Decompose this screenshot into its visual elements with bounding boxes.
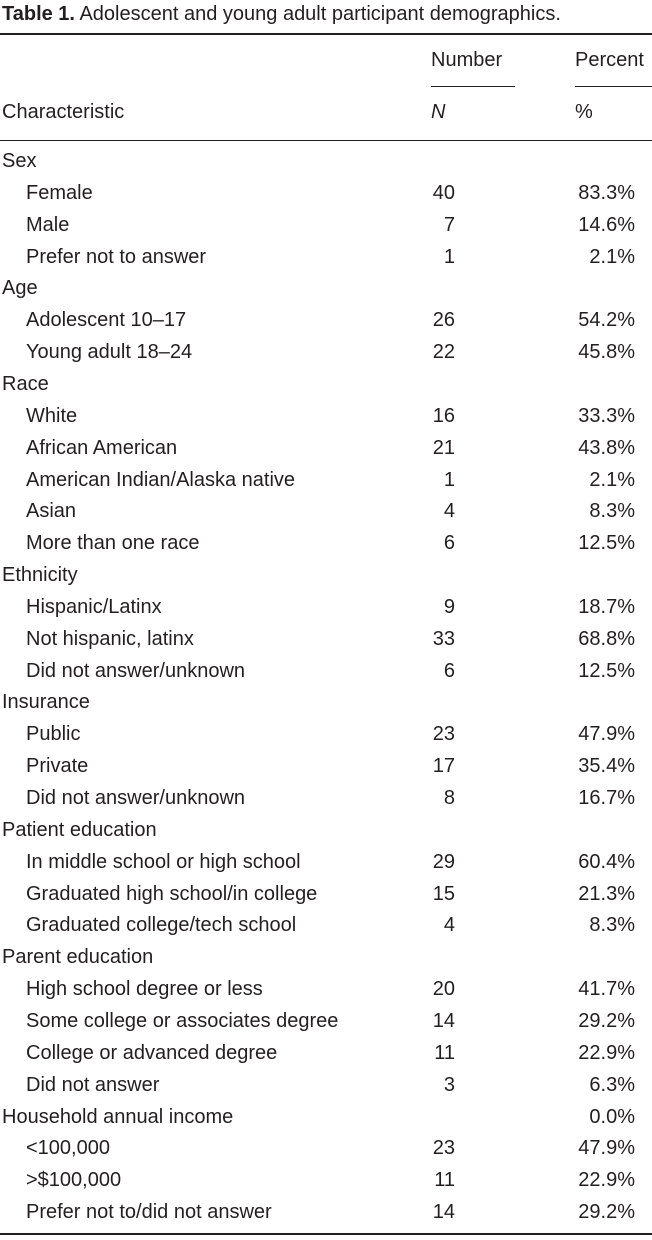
row-count: 11 bbox=[434, 1169, 455, 1191]
row-count: 6 bbox=[443, 532, 455, 554]
row-percent: 45.8% bbox=[578, 341, 635, 363]
table-group-row bbox=[0, 1101, 652, 1133]
header-rule bbox=[0, 140, 652, 141]
row-percent: 6.3% bbox=[589, 1074, 635, 1096]
row-percent: 16.7% bbox=[578, 787, 635, 809]
percent-subheader: % bbox=[575, 101, 593, 123]
percent-column-header: Percent bbox=[575, 49, 644, 71]
row-label: Male bbox=[26, 214, 70, 236]
table-row bbox=[0, 846, 652, 878]
row-percent: 83.3% bbox=[578, 182, 635, 204]
table-row bbox=[0, 909, 652, 941]
row-count: 11 bbox=[434, 1042, 455, 1064]
row-count: 7 bbox=[443, 214, 455, 236]
table-row bbox=[0, 400, 652, 432]
table-row bbox=[0, 209, 652, 241]
row-count: 9 bbox=[443, 596, 455, 618]
row-count: 20 bbox=[432, 978, 455, 1000]
row-label: Female bbox=[26, 182, 93, 204]
row-label: Hispanic/Latinx bbox=[26, 596, 162, 618]
row-label: Prefer not to/did not answer bbox=[26, 1201, 272, 1223]
row-label: American Indian/Alaska native bbox=[26, 469, 296, 491]
row-percent: 22.9% bbox=[578, 1169, 635, 1191]
group-label: Patient education bbox=[2, 819, 157, 841]
table-row bbox=[0, 177, 652, 209]
table-group-row bbox=[0, 686, 652, 718]
row-percent: 54.2% bbox=[578, 309, 635, 331]
row-count: 16 bbox=[432, 405, 455, 427]
table-row bbox=[0, 241, 652, 273]
row-label: White bbox=[26, 405, 78, 427]
row-count: 1 bbox=[443, 246, 455, 268]
group-label: Sex bbox=[2, 150, 37, 172]
row-label: Adolescent 10–17 bbox=[26, 309, 187, 331]
row-label: More than one race bbox=[26, 532, 200, 554]
group-percent: 0.0% bbox=[589, 1106, 635, 1128]
percent-header-underline bbox=[575, 86, 652, 87]
row-label: Did not answer bbox=[26, 1074, 160, 1096]
table-row bbox=[0, 495, 652, 527]
table-caption bbox=[2, 0, 561, 28]
group-label: Parent education bbox=[2, 946, 154, 968]
row-count: 1 bbox=[443, 469, 455, 491]
table-row bbox=[0, 1196, 652, 1228]
row-label: In middle school or high school bbox=[26, 851, 301, 873]
row-label: Private bbox=[26, 755, 89, 777]
table-row bbox=[0, 1005, 652, 1037]
row-percent: 60.4% bbox=[578, 851, 635, 873]
row-percent: 43.8% bbox=[578, 437, 635, 459]
table-caption-label: Table 1. bbox=[2, 3, 75, 25]
row-percent: 18.7% bbox=[578, 596, 635, 618]
table-row bbox=[0, 1164, 652, 1196]
table-group-row bbox=[0, 145, 652, 177]
table-group-row bbox=[0, 559, 652, 591]
table-row bbox=[0, 527, 652, 559]
row-percent: 41.7% bbox=[578, 978, 635, 1000]
table-row bbox=[0, 718, 652, 750]
row-percent: 47.9% bbox=[578, 723, 635, 745]
row-label: Public bbox=[26, 723, 81, 745]
row-label: <100,000 bbox=[26, 1137, 110, 1159]
row-count: 22 bbox=[432, 341, 455, 363]
row-count: 40 bbox=[432, 182, 455, 204]
row-percent: 29.2% bbox=[578, 1201, 635, 1223]
table-row bbox=[0, 304, 652, 336]
row-label: >$100,000 bbox=[26, 1169, 122, 1191]
row-count: 4 bbox=[443, 914, 455, 936]
row-label: Did not answer/unknown bbox=[26, 660, 246, 682]
row-label: Asian bbox=[26, 500, 77, 522]
row-percent: 29.2% bbox=[578, 1010, 635, 1032]
row-count: 4 bbox=[443, 500, 455, 522]
table-row bbox=[0, 750, 652, 782]
row-percent: 21.3% bbox=[578, 883, 635, 905]
table-row bbox=[0, 973, 652, 1005]
table-row bbox=[0, 432, 652, 464]
row-count: 23 bbox=[432, 723, 455, 745]
row-label: High school degree or less bbox=[26, 978, 263, 1000]
row-count: 3 bbox=[443, 1074, 455, 1096]
row-count: 6 bbox=[443, 660, 455, 682]
row-count: 33 bbox=[432, 628, 455, 650]
table-row bbox=[0, 782, 652, 814]
table-row bbox=[0, 623, 652, 655]
number-column-header: Number bbox=[431, 49, 503, 71]
row-count: 23 bbox=[432, 1137, 455, 1159]
row-label: College or advanced degree bbox=[26, 1042, 278, 1064]
table-group-row bbox=[0, 368, 652, 400]
group-label: Household annual income bbox=[2, 1106, 234, 1128]
row-percent: 47.9% bbox=[578, 1137, 635, 1159]
row-label: Did not answer/unknown bbox=[26, 787, 246, 809]
row-percent: 68.8% bbox=[578, 628, 635, 650]
row-count: 29 bbox=[432, 851, 455, 873]
row-percent: 12.5% bbox=[578, 532, 635, 554]
row-count: 15 bbox=[432, 883, 455, 905]
table-row bbox=[0, 878, 652, 910]
group-label: Age bbox=[2, 277, 38, 299]
row-percent: 2.1% bbox=[589, 246, 635, 268]
row-percent: 12.5% bbox=[578, 660, 635, 682]
group-label: Race bbox=[2, 373, 49, 395]
row-percent: 33.3% bbox=[578, 405, 635, 427]
row-percent: 14.6% bbox=[578, 214, 635, 236]
row-label: Prefer not to answer bbox=[26, 246, 207, 268]
table-group-row bbox=[0, 941, 652, 973]
row-percent: 35.4% bbox=[578, 755, 635, 777]
number-header-underline bbox=[431, 86, 515, 87]
row-count: 8 bbox=[443, 787, 455, 809]
bottom-rule bbox=[0, 1233, 652, 1235]
row-percent: 2.1% bbox=[589, 469, 635, 491]
row-percent: 8.3% bbox=[589, 914, 635, 936]
table-row bbox=[0, 1037, 652, 1069]
group-label: Ethnicity bbox=[2, 564, 78, 586]
row-count: 14 bbox=[432, 1010, 455, 1032]
table-row bbox=[0, 591, 652, 623]
table-row bbox=[0, 655, 652, 687]
table-group-row bbox=[0, 814, 652, 846]
row-label: Graduated college/tech school bbox=[26, 914, 297, 936]
table-row bbox=[0, 1132, 652, 1164]
row-percent: 8.3% bbox=[589, 500, 635, 522]
table-row bbox=[0, 336, 652, 368]
top-rule bbox=[0, 33, 652, 35]
table-row bbox=[0, 1069, 652, 1101]
table-group-row bbox=[0, 272, 652, 304]
group-label: Insurance bbox=[2, 691, 90, 713]
table-caption-text: Adolescent and young adult participant demographics. bbox=[79, 3, 561, 25]
row-count: 21 bbox=[432, 437, 455, 459]
row-count: 14 bbox=[432, 1201, 455, 1223]
row-label: Not hispanic, latinx bbox=[26, 628, 194, 650]
row-label: Some college or associates degree bbox=[26, 1010, 339, 1032]
row-label: Graduated high school/in college bbox=[26, 883, 318, 905]
n-subheader: N bbox=[431, 101, 446, 123]
table-row bbox=[0, 464, 652, 496]
row-count: 26 bbox=[432, 309, 455, 331]
row-label: Young adult 18–24 bbox=[26, 341, 193, 363]
characteristic-column-header: Characteristic bbox=[2, 101, 125, 123]
row-percent: 22.9% bbox=[578, 1042, 635, 1064]
row-label: African American bbox=[26, 437, 178, 459]
row-count: 17 bbox=[432, 755, 455, 777]
